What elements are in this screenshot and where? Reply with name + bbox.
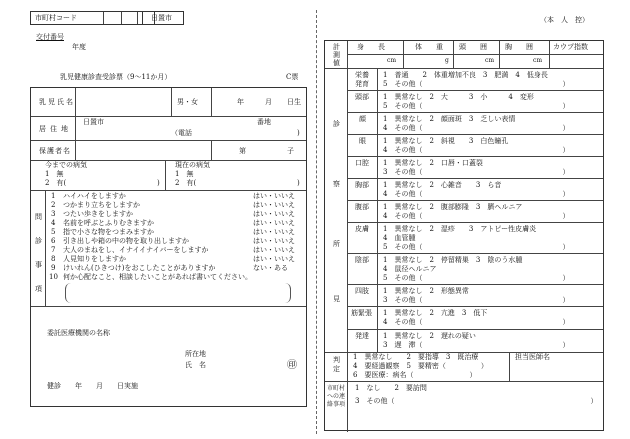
exam-category: 頭部	[355, 93, 369, 101]
kaup-index-label: カウプ指数	[553, 43, 588, 51]
exam-category: 栄養	[355, 71, 369, 79]
exam-category: 顔	[359, 115, 366, 123]
exam-option-line[interactable]: 3 その他（ ）	[383, 296, 570, 304]
child-label: 子	[287, 147, 294, 155]
exam-option-line[interactable]: 4 鼠径ヘルニア	[383, 265, 437, 273]
exam-option-line[interactable]: 4 その他（ ）	[383, 212, 570, 220]
past-illness-close: )	[157, 179, 160, 187]
municipality-code-label: 市町村コード	[35, 14, 77, 22]
address-city: 日置市	[83, 118, 104, 126]
exam-option-line[interactable]: 5 その他（ ）	[383, 80, 570, 88]
question-number: 5	[51, 228, 56, 236]
question-answer[interactable]: はい・いいえ	[253, 201, 295, 209]
exam-option-line[interactable]: 4 その他（ ）	[383, 124, 570, 132]
question-number: 2	[51, 201, 56, 209]
exam-option-line[interactable]: 1 異常なし 2 心雑音 3 ら音	[383, 181, 502, 189]
question-text: ハイハイをしますか	[63, 192, 126, 200]
judgment-line-2[interactable]: 6 要医療：病名（ ）	[353, 371, 477, 379]
exam-category: 皮膚	[355, 225, 369, 233]
exam-side-1: 察	[333, 180, 340, 188]
infant-info-table	[30, 87, 307, 407]
exam-side-0: 診	[333, 120, 340, 128]
question-text: つたい歩きをしますか	[63, 210, 133, 218]
city-name-box	[142, 11, 184, 25]
exam-category: 四肢	[355, 287, 369, 295]
question-answer[interactable]: はい・いいえ	[253, 210, 295, 218]
question-answer[interactable]: はい・いいえ	[253, 237, 295, 245]
question-text: つかまり立ちをしますか	[63, 201, 140, 209]
question-answer[interactable]: はい・いいえ	[253, 246, 295, 254]
city-name: 日置市	[151, 14, 172, 22]
judgment-side-1: 定	[333, 365, 340, 373]
exam-option-line[interactable]: 3 遅 滞（ ）	[383, 341, 570, 349]
head-circ-label: 頭 囲	[459, 43, 487, 51]
question-answer[interactable]: はい・いいえ	[253, 255, 295, 263]
exam-category: 腹部	[355, 203, 369, 211]
exam-option-line[interactable]: 5 その他（ ）	[383, 102, 570, 110]
current-illness-label: 現在の病気	[175, 161, 210, 169]
exam-category: 発達	[355, 332, 369, 340]
birth-year-label: 年	[237, 98, 244, 106]
weight-label: 体 重	[415, 43, 443, 51]
form-title: 乳児健康診査受診票（9～11か月）	[60, 73, 172, 81]
exam-option-line[interactable]: 5 その他（ ）	[383, 243, 570, 251]
infant-name-label: 乳児氏名	[39, 98, 75, 106]
exam-category: 口腔	[355, 159, 369, 167]
current-illness-none: 1 無	[175, 170, 194, 178]
relation-label: 第	[239, 147, 246, 155]
current-illness-yes: 2 有(	[175, 179, 197, 187]
exam-side-2: 所	[333, 240, 340, 248]
question-text: 名前を呼ぶとふりむきますか	[63, 219, 154, 227]
questions-side-label-2: 事	[35, 261, 42, 269]
exam-results-table	[324, 40, 604, 431]
question-text: 大人のまねをし、イナイイナイバーをしますか	[63, 246, 209, 254]
exam-category: 陰部	[355, 256, 369, 264]
exam-option-line[interactable]: 1 異常なし 2 湿疹 3 アトピー性皮膚炎	[383, 225, 537, 233]
exam-category: 筋緊張	[351, 309, 372, 317]
questions-side-label-3: 項	[35, 285, 42, 293]
past-illness-none: 1 無	[45, 170, 64, 178]
copy-label: （本 人 控）	[540, 16, 589, 24]
exam-option-line[interactable]: 1 異常なし 2 大 3 小 4 変形	[383, 93, 534, 101]
exam-option-line[interactable]: 4 その他（ ）	[383, 146, 570, 154]
exam-option-line[interactable]: 1 異常なし 2 顔面斑 3 乏しい表情	[383, 115, 516, 123]
question-text: 引き出しや箱の中の物を取り出しますか	[63, 237, 189, 245]
exam-category: 眼	[359, 137, 366, 145]
question-answer[interactable]: はい・いいえ	[253, 228, 295, 236]
chest-circ-label: 胸 囲	[505, 43, 533, 51]
fiscal-year-label: 年度	[72, 43, 86, 51]
phone-close: )	[297, 129, 300, 137]
question-number: 7	[51, 246, 56, 254]
house-number-label: 番地	[257, 118, 271, 126]
birth-month-label: 月	[265, 98, 272, 106]
past-illness-yes: 2 有(	[45, 179, 67, 187]
exam-side-3: 見	[333, 295, 340, 303]
gender-label: 男・女	[177, 98, 198, 106]
height-label: 身 長	[357, 43, 385, 51]
question-text: けいれん(ひきつけ)をおこしたことがありますか	[63, 264, 216, 272]
question-number: 3	[51, 210, 56, 218]
chest-circ-unit: cm	[533, 57, 543, 64]
exam-option-line[interactable]: 3 その他（ ）	[383, 168, 570, 176]
question-answer[interactable]: はい・いいえ	[253, 219, 295, 227]
question-text: 人見知りをしますか	[63, 255, 126, 263]
current-illness-close: )	[297, 179, 300, 187]
question-number: 6	[51, 237, 56, 245]
exam-option-line[interactable]: 1 異常なし 2 斜視 3 白色瞳孔	[383, 137, 509, 145]
institution-label: 委託医療機関の名称	[47, 329, 110, 337]
exam-option-line[interactable]: 1 異常なし 2 形態異常	[383, 287, 469, 295]
question-number: 8	[51, 255, 56, 263]
measure-side-0: 計	[333, 43, 340, 51]
weight-unit: g	[445, 57, 449, 64]
exam-option-line[interactable]: 1 異常なし 2 遅れの疑い	[383, 332, 476, 340]
judgment-line-1[interactable]: 4 要経過観察 5 要精密（ ）	[353, 362, 488, 370]
past-illness-label: 今までの病気	[45, 161, 87, 169]
issue-number-label: 交付番号	[36, 33, 64, 41]
question-answer[interactable]: はい・いいえ	[253, 192, 295, 200]
measure-side-2: 値	[333, 59, 340, 67]
concerns-textarea[interactable]	[65, 283, 291, 303]
doctor-name-label: 氏 名	[185, 361, 206, 369]
questions-side-label-0: 問	[35, 213, 42, 221]
height-unit: cm	[387, 57, 397, 64]
head-circ-unit: cm	[485, 57, 495, 64]
judgment-line-0[interactable]: 1 異常なし 2 要指導 3 既治療	[353, 353, 479, 361]
ticket-type: C票	[286, 73, 299, 81]
exam-option-line[interactable]: 1 異常なし 2 腹部膨隆 3 臍ヘルニア	[383, 203, 523, 211]
question-number: 4	[51, 219, 56, 227]
exam-option-line[interactable]: 5 その他（ ）	[383, 274, 570, 282]
exam-option-line[interactable]: 1 異常なし 2 口唇・口蓋裂	[383, 159, 483, 167]
question-number: 10	[49, 273, 58, 281]
exam-option-line[interactable]: 1 異常なし 2 停留精巣 3 陰のう水腫	[383, 256, 523, 264]
exam-category: 発育	[355, 80, 369, 88]
exam-option-line[interactable]: 4 血管腫	[383, 234, 416, 242]
guardian-label: 保護者名	[39, 147, 71, 155]
question-number: 1	[51, 192, 56, 200]
question-answer[interactable]: ない・ある	[253, 264, 288, 272]
location-label: 所在地	[185, 350, 206, 358]
exam-option-line[interactable]: 4 その他（ ）	[383, 190, 570, 198]
questions-side-label-1: 診	[35, 237, 42, 245]
exam-option-line[interactable]: 1 異常なし 2 亢進 3 低下	[383, 309, 488, 317]
contact-line-0[interactable]: 1 なし 2 要訪問	[355, 384, 427, 392]
measure-side-1: 測	[333, 51, 340, 59]
fold-line	[316, 10, 317, 434]
judgment-side-0: 判	[333, 356, 340, 364]
question-text: 指で小さな物をつまみますか	[63, 228, 154, 236]
birthday-label: 日生	[287, 98, 301, 106]
phone-label: （電話	[171, 129, 192, 137]
exam-date-label: 健診 年 月 日実施	[47, 382, 138, 390]
exam-option-line[interactable]: 4 その他（ ）	[383, 318, 570, 326]
doctor-label: 担当医師名	[515, 353, 550, 361]
seal-mark: ㊞	[287, 360, 297, 371]
question-number: 9	[51, 264, 56, 272]
contact-side-label: 市町村への連絡事項	[327, 385, 346, 408]
contact-line-1[interactable]: 3 その他（ ）	[355, 397, 598, 405]
address-label: 居住地	[39, 125, 72, 133]
municipality-code-box	[30, 11, 155, 25]
exam-category: 胸部	[355, 181, 369, 189]
exam-option-line[interactable]: 1 普通 2 体重増加不良 3 肥満 4 低身長	[383, 71, 548, 79]
question-text: 何か心配なこと、相談したいことがあれば書いてください。	[63, 273, 252, 281]
